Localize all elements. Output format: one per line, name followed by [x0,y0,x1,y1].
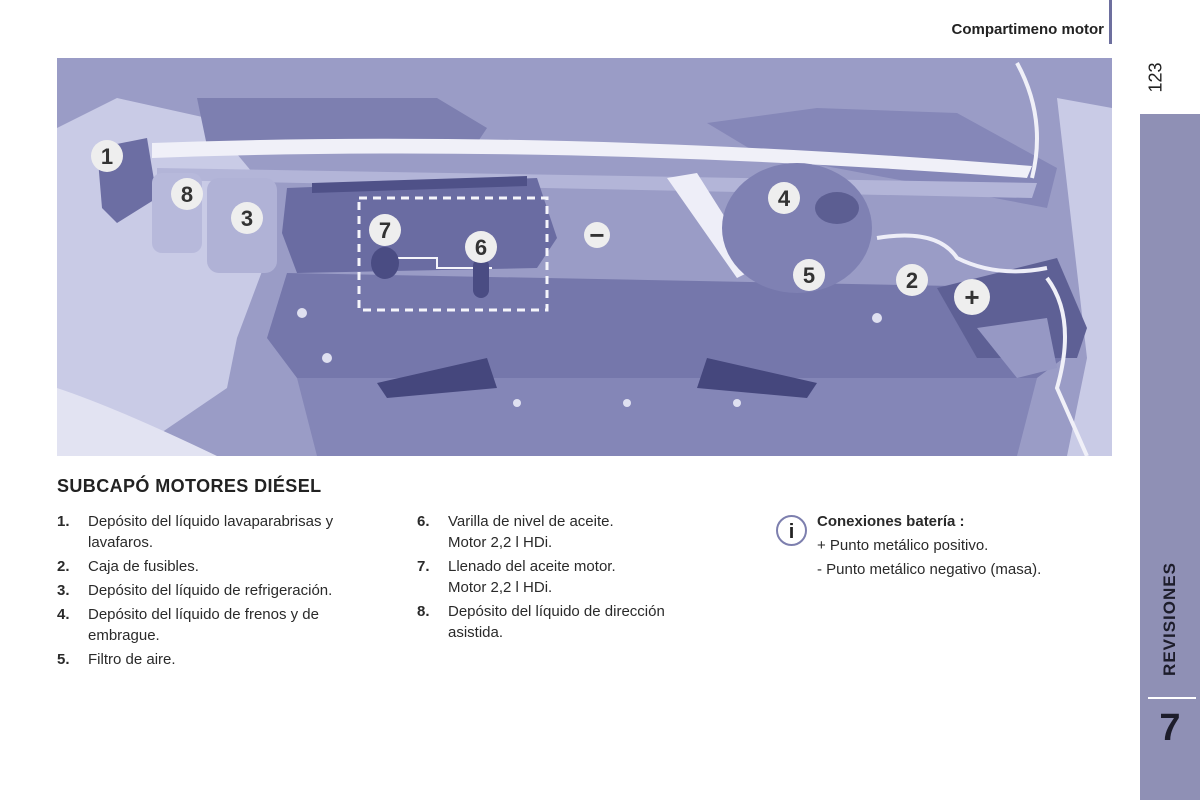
callout-8 [171,178,203,210]
callout-5 [793,259,825,291]
item-text: Caja de fusibles. [88,558,199,575]
battery-positive-callout [954,279,990,315]
item-text: Depósito del líquido de dirección asistida. [448,603,665,641]
item-text: Varilla de nivel de aceite. [448,513,614,530]
item-number: 2. [57,558,70,575]
list-item [57,649,387,670]
info-icon [776,515,807,546]
negative-terminal-sign: − [589,220,605,250]
list-item [417,601,717,643]
item-number: 7. [417,558,430,575]
list-item [57,556,387,577]
callout-8-number: 8 [180,182,194,207]
engine-compartment-illustration [57,58,1112,456]
callout-4 [768,182,800,214]
list-item [57,604,387,646]
item-number: 4. [57,606,70,623]
callout-7 [369,214,401,246]
item-subtext: Motor 2,2 l HDi. [448,579,553,596]
list-item [417,556,717,598]
component-list-right [417,511,717,646]
item-text: Filtro de aire. [88,651,176,668]
list-item [57,511,387,553]
item-number: 5. [57,651,70,668]
callout-3 [231,202,263,234]
callout-1-number: 1 [100,144,114,169]
component-list-left [57,511,387,673]
info-line-negative: - Punto metálico negativo (masa). [817,561,1042,578]
item-number: 8. [417,603,430,620]
info-title: Conexiones batería : [817,513,965,530]
callout-7-number: 7 [378,218,392,243]
item-number: 3. [57,582,70,599]
chapter-label-text: REVISIONES [1160,562,1180,676]
positive-terminal-sign: + [964,282,980,312]
chapter-label [1142,544,1198,694]
page-number-text: 123 [1145,61,1166,93]
item-text: Depósito del líquido lavaparabrisas y lavafaros. [88,513,334,551]
callout-1 [91,140,123,172]
callout-2-number: 2 [905,268,919,293]
callout-3-number: 3 [240,206,254,231]
item-text: Llenado del aceite motor. [448,558,616,575]
info-line-positive: + Punto metálico positivo. [817,537,989,554]
item-text-group [448,511,717,553]
item-text: Depósito del líquido de refrigeración. [88,582,333,599]
chapter-number: 7 [1159,707,1181,749]
item-number: 6. [417,513,430,530]
header-divider [1109,0,1112,44]
callout-6-number: 6 [474,235,488,260]
info-icon-glyph: i [788,521,795,543]
callout-2 [896,264,928,296]
chapter-side-tab [1140,114,1200,800]
page-number [1140,60,1172,94]
running-header: Compartimeno motor [951,21,1104,38]
list-item [417,511,717,553]
list-item [57,580,387,601]
callout-6 [465,231,497,263]
callout-5-number: 5 [802,263,816,288]
item-text: Depósito del líquido de frenos y de embrague. [88,606,319,644]
item-subtext: Motor 2,2 l HDi. [448,534,553,551]
item-text-group [448,556,717,598]
chapter-tab-divider [1148,697,1196,699]
engine-drawing [57,58,1112,456]
callout-4-number: 4 [777,186,791,211]
section-title: SUBCAPÓ MOTORES DIÉSEL [57,476,322,496]
item-number: 1. [57,513,70,530]
